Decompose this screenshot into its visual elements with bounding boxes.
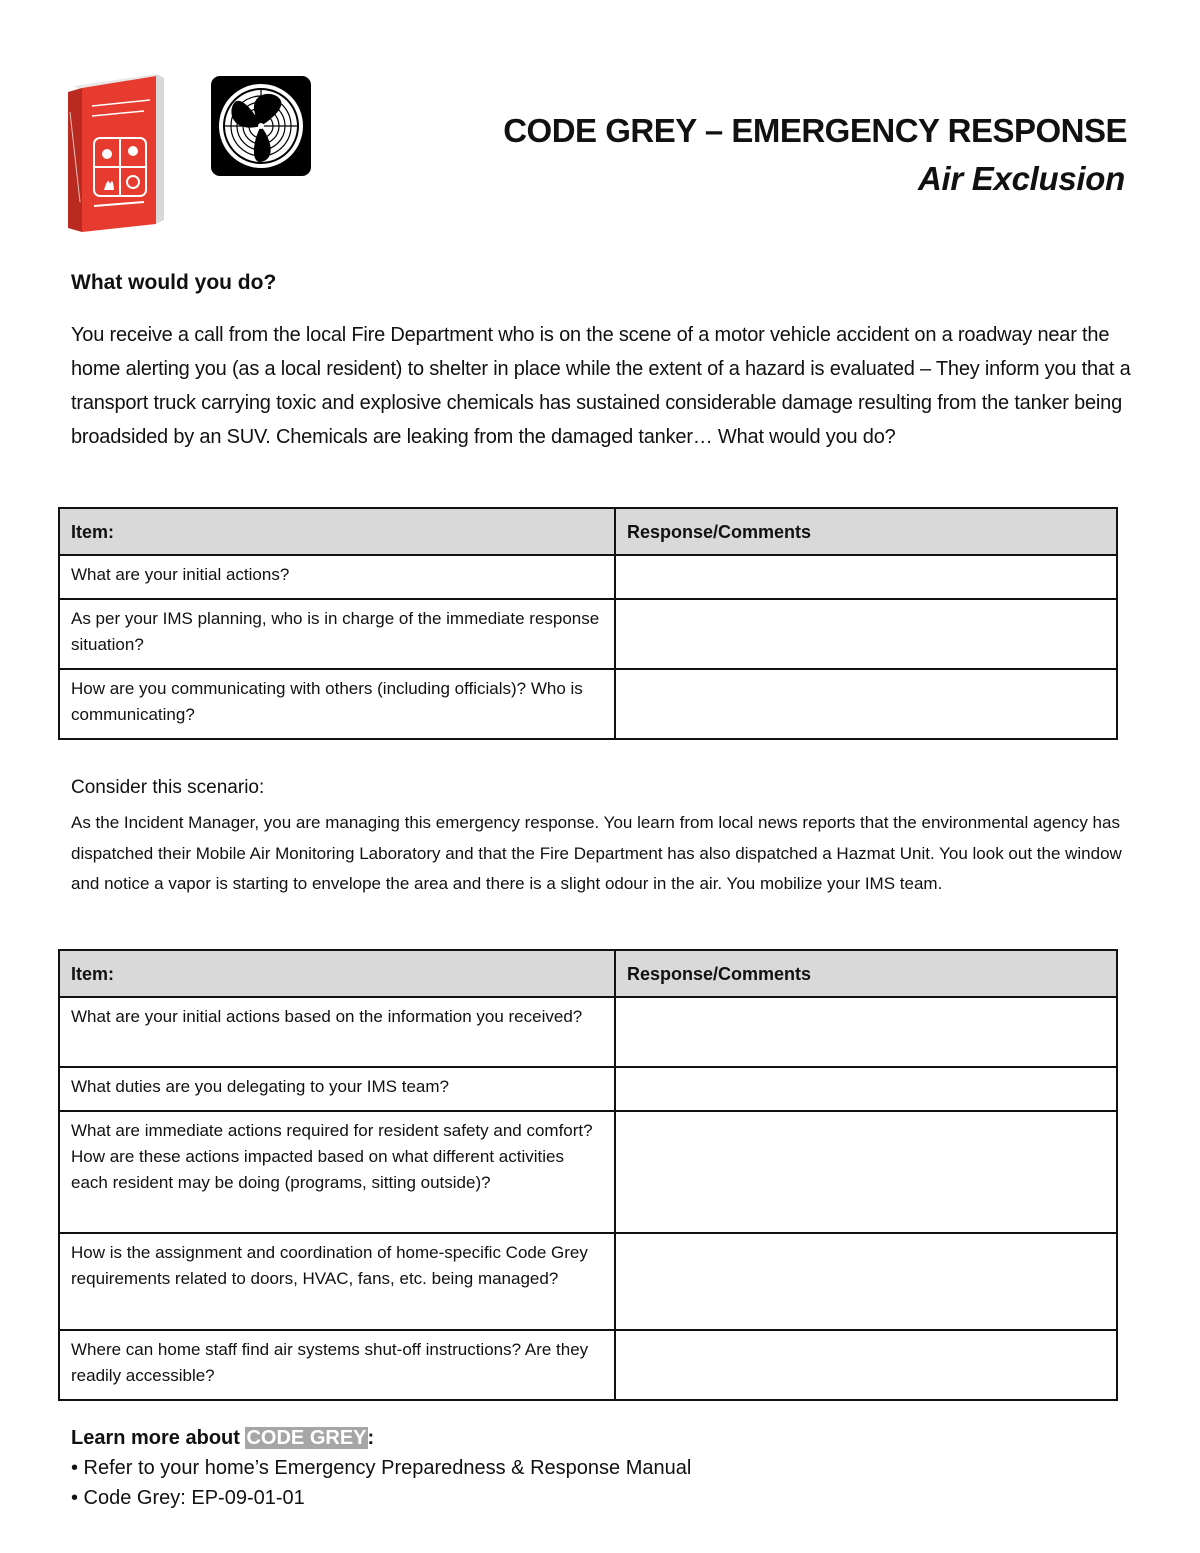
response-cell[interactable]: [615, 555, 1117, 599]
table-row: [59, 997, 1117, 1067]
item-cell: As per your IMS planning, who is in charge of the immediate response situation?: [59, 599, 615, 669]
column-header-response: Response/Comments: [615, 950, 1117, 997]
table-row: [59, 669, 1117, 739]
table-header-row: [59, 950, 1117, 997]
table-row: [59, 1111, 1117, 1233]
item-cell: What are your initial actions?: [59, 555, 615, 599]
intro-heading: What would you do?: [71, 271, 277, 294]
item-cell: What duties are you delegating to your IMS team?: [59, 1067, 615, 1111]
item-cell: What are immediate actions required for resident safety and comfort? How are these actions impacted based on what different activities each resident may be doing (programs, sitting outside)?: [59, 1111, 615, 1233]
response-cell[interactable]: [615, 1233, 1117, 1330]
questions-table-1: [58, 507, 1118, 740]
fan-icon: [211, 76, 311, 176]
response-cell[interactable]: [615, 997, 1117, 1067]
response-cell[interactable]: [615, 599, 1117, 669]
learn-more-prefix: Learn more about: [71, 1427, 246, 1449]
learn-more-section: [71, 1423, 691, 1513]
learn-more-suffix: :: [367, 1427, 375, 1449]
table-row: [59, 555, 1117, 599]
item-cell: How is the assignment and coordination of home-specific Code Grey requirements related to doors, HVAC, fans, etc. being managed?: [59, 1233, 615, 1330]
scenario-heading: Consider this scenario:: [71, 777, 265, 798]
response-cell[interactable]: [615, 669, 1117, 739]
item-cell: What are your initial actions based on the information you received?: [59, 997, 615, 1067]
table-row: [59, 599, 1117, 669]
response-cell[interactable]: [615, 1111, 1117, 1233]
response-cell[interactable]: [615, 1330, 1117, 1400]
table-row: [59, 1067, 1117, 1111]
table-header-row: [59, 508, 1117, 555]
emergency-manual-book-icon: [64, 72, 170, 234]
intro-body: You receive a call from the local Fire Department who is on the scene of a motor vehicle accident on a roadway near the home alerting you (as a local resident) to shelter in place while the extent of a hazard is evaluated – They inform you that a transport truck carrying toxic and explosive chemicals has sustained considerable damage resulting from the tanker being broadsided by an SUV. Chemicals are leaking from the damaged tanker… What would you do?: [71, 324, 1131, 448]
learn-more-heading: [71, 1423, 691, 1453]
page-title: CODE GREY – EMERGENCY RESPONSE: [503, 112, 1127, 149]
item-cell: How are you communicating with others (including officials)? Who is communicating?: [59, 669, 615, 739]
scenario-body: As the Incident Manager, you are managing this emergency response. You learn from local news reports that the environmental agency has dispatched their Mobile Air Monitoring Laboratory and that the Fire Department has also dispatched a Hazmat Unit. You look out the window and notice a vapor is starting to envelope the area and there is a slight odour in the air. You mobilize your IMS team.: [71, 813, 1122, 893]
column-header-response: Response/Comments: [615, 508, 1117, 555]
response-cell[interactable]: [615, 1067, 1117, 1111]
table-row: [59, 1233, 1117, 1330]
column-header-item: Item:: [59, 508, 615, 555]
code-grey-link[interactable]: CODE GREY: [246, 1427, 367, 1449]
column-header-item: Item:: [59, 950, 615, 997]
item-cell: Where can home staff find air systems shut-off instructions? Are they readily accessible?: [59, 1330, 615, 1400]
learn-more-bullet: • Code Grey: EP-09-01-01: [71, 1487, 305, 1509]
table-row: [59, 1330, 1117, 1400]
learn-more-bullet: • Refer to your home’s Emergency Preparedness & Response Manual: [71, 1457, 692, 1479]
page-subtitle: Air Exclusion: [918, 160, 1125, 197]
questions-table-2: [58, 949, 1118, 1401]
